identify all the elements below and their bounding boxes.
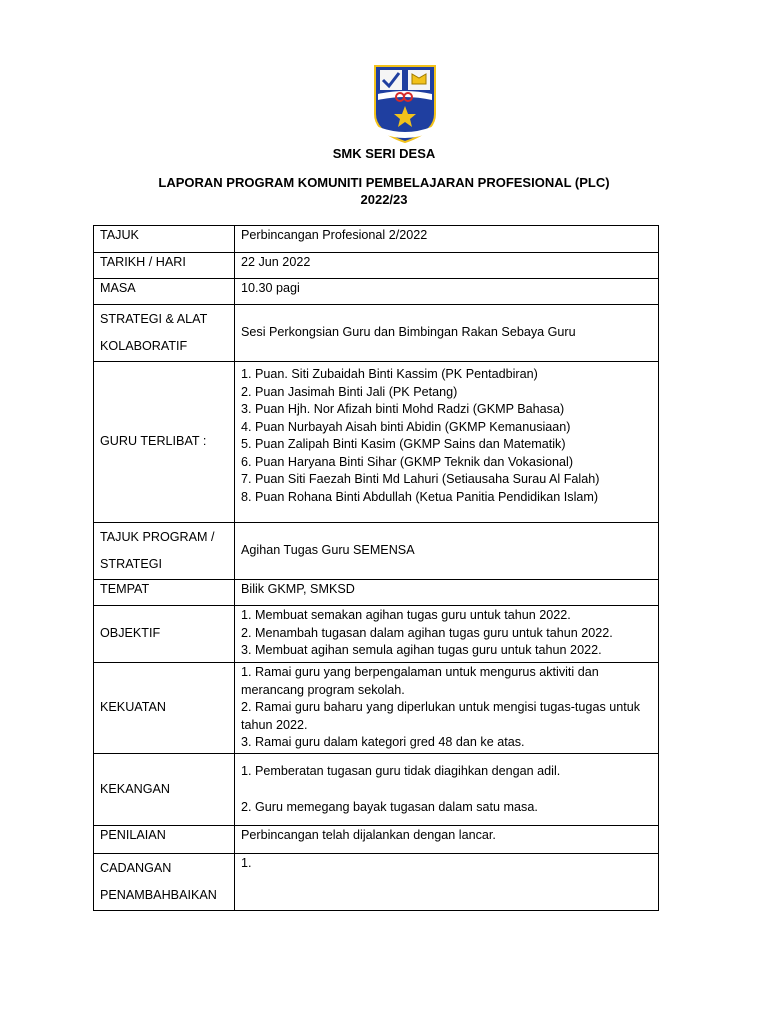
value-strategi: Sesi Perkongsian Guru dan Bimbingan Rakan Sebaya Guru: [235, 305, 659, 362]
label-masa: MASA: [94, 279, 235, 305]
report-table: [93, 225, 659, 911]
list-item: 1. Pemberatan tugasan guru tidak diagihkan dengan adil.: [241, 764, 561, 778]
list-item: 8. Puan Rohana Binti Abdullah (Ketua Panitia Pendidikan Islam): [241, 489, 599, 504]
list-item: 1. Membuat semakan agihan tugas guru untuk tahun 2022.: [241, 608, 571, 622]
report-title-block: [0, 174, 768, 208]
value-penilaian: Perbincangan telah dijalankan dengan lancar.: [235, 826, 659, 854]
list-item: 5. Puan Zalipah Binti Kasim (GKMP Sains dan Matematik): [241, 437, 566, 451]
value-objektif-list: [235, 606, 659, 663]
label-guru: GURU TERLIBAT :: [94, 362, 235, 523]
label-objektif: OBJEKTIF: [94, 606, 235, 663]
table-row-penilaian: [94, 826, 659, 854]
value-program: Agihan Tugas Guru SEMENSA: [235, 523, 659, 580]
list-item: 4. Puan Nurbayah Aisah binti Abidin (GKMP Kemanusiaan): [241, 419, 571, 434]
value-tajuk: Perbincangan Profesional 2/2022: [235, 226, 659, 253]
label-tempat: TEMPAT: [94, 580, 235, 606]
list-item: 2. Puan Jasimah Binti Jali (PK Petang): [241, 384, 458, 399]
list-item: 1. Puan. Siti Zubaidah Binti Kassim (PK Pentadbiran): [241, 367, 538, 381]
list-item: 2. Menambah tugasan dalam agihan tugas guru untuk tahun 2022.: [241, 625, 613, 640]
value-kekuatan-list: [235, 663, 659, 754]
table-row-kekuatan: [94, 663, 659, 754]
table-row-masa: [94, 279, 659, 305]
label-tarikh: TARIKH / HARI: [94, 253, 235, 279]
list-item: 3. Puan Hjh. Nor Afizah binti Mohd Radzi (GKMP Bahasa): [241, 402, 565, 416]
list-item: 7. Puan Siti Faezah Binti Md Lahuri (Setiausaha Surau Al Falah): [241, 472, 600, 486]
table-row-strategi: [94, 305, 659, 362]
value-tempat: Bilik GKMP, SMKSD: [235, 580, 659, 606]
value-tarikh: 22 Jun 2022: [235, 253, 659, 279]
label-penilaian: PENILAIAN: [94, 826, 235, 854]
label-program-line2: STRATEGI: [100, 557, 163, 571]
table-row-objektif: [94, 606, 659, 663]
report-year: 2022/23: [360, 192, 408, 207]
list-item: 3. Ramai guru dalam kategori gred 48 dan ke atas.: [241, 735, 525, 749]
label-cadangan: [94, 854, 235, 911]
table-row-tempat: [94, 580, 659, 606]
list-item: 2. Ramai guru baharu yang diperlukan untuk mengisi tugas-tugas untuk tahun 2022.: [241, 700, 641, 732]
label-strategi-line1: STRATEGI & ALAT: [100, 312, 208, 326]
list-item: 6. Puan Haryana Binti Sihar (GKMP Teknik dan Vokasional): [241, 454, 574, 469]
value-kekangan-list: [235, 754, 659, 826]
table-row-kekangan: [94, 754, 659, 826]
report-title: LAPORAN PROGRAM KOMUNITI PEMBELAJARAN PROFESIONAL (PLC): [158, 175, 610, 190]
label-cadangan-line1: CADANGAN: [100, 861, 172, 875]
crest-icon: [372, 62, 438, 144]
list-item: 3. Membuat agihan semula agihan tugas guru untuk tahun 2022.: [241, 643, 602, 657]
value-guru-list: [235, 362, 659, 523]
value-cadangan: 1.: [235, 854, 659, 911]
table-row-program: [94, 523, 659, 580]
school-crest-logo: [372, 62, 438, 144]
label-program-line1: TAJUK PROGRAM /: [100, 530, 215, 544]
label-strategi: [94, 305, 235, 362]
label-cadangan-line2: PENAMBAHBAIKAN: [100, 888, 217, 902]
table-row-guru: [94, 362, 659, 523]
label-kekangan: KEKANGAN: [94, 754, 235, 826]
label-tajuk: TAJUK: [94, 226, 235, 253]
school-name: SMK SERI DESA: [332, 146, 436, 161]
table-row-tajuk: [94, 226, 659, 253]
label-strategi-line2: KOLABORATIF: [100, 339, 188, 353]
table-row-tarikh: [94, 253, 659, 279]
value-masa: 10.30 pagi: [235, 279, 659, 305]
list-item: 2. Guru memegang bayak tugasan dalam satu masa.: [241, 799, 538, 814]
list-item: 1. Ramai guru yang berpengalaman untuk mengurus aktiviti dan merancang program sekolah.: [241, 665, 599, 697]
label-program: [94, 523, 235, 580]
label-kekuatan: KEKUATAN: [94, 663, 235, 754]
table-row-cadangan: [94, 854, 659, 911]
